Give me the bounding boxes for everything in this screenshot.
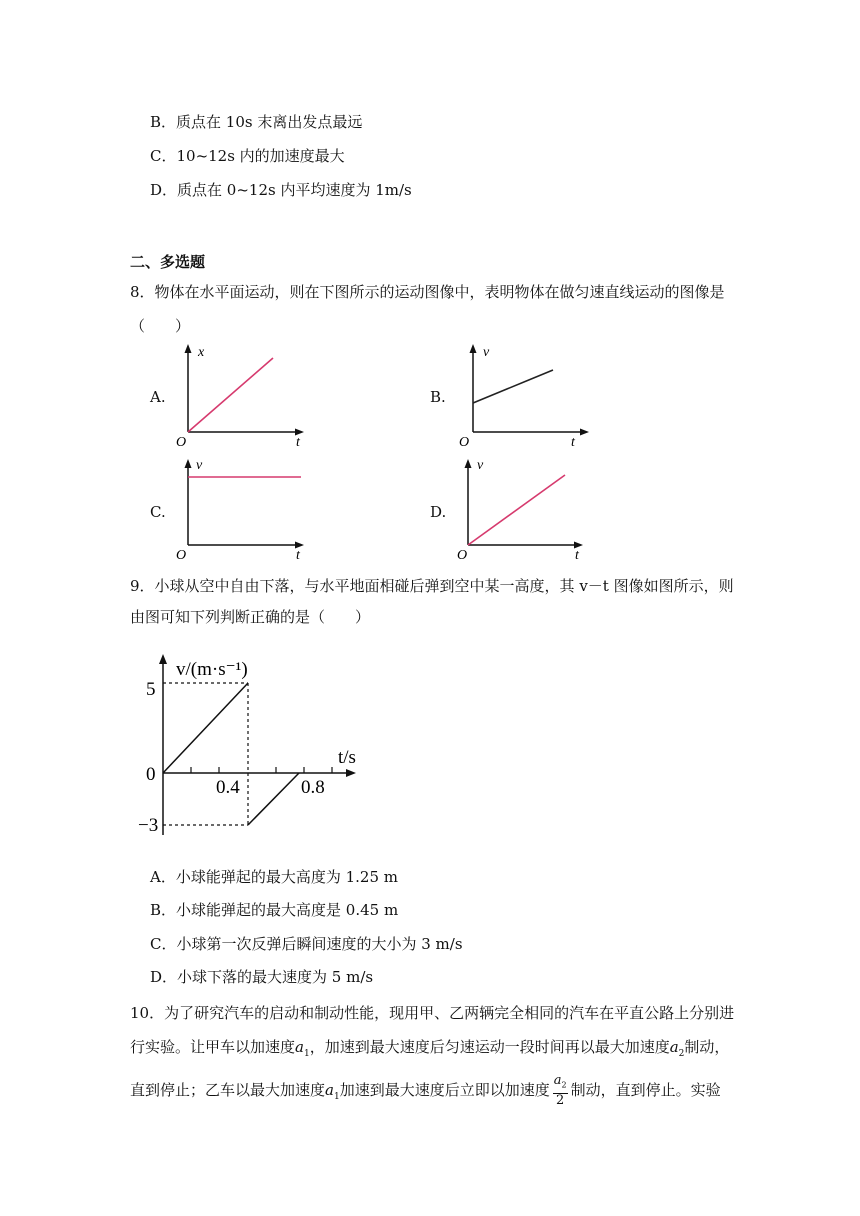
graph-b-label: B.	[430, 388, 446, 406]
graph-a-label: A.	[150, 388, 166, 406]
q10-symbol-a1: $a_1$	[295, 1038, 310, 1059]
q9-x-axis-label: t/s	[338, 747, 356, 768]
graph-b-x-axis-label: t	[571, 435, 575, 450]
graph-c-x-axis-label: t	[296, 548, 300, 563]
q9-option-c: C．小球第一次反弹后瞬间速度的大小为 3 m/s	[150, 935, 463, 953]
q9-tick-x-04: 0.4	[216, 777, 240, 798]
q7-option-c: C．10~12s 内的加速度最大	[150, 147, 345, 165]
q9-option-a: A．小球能弹起的最大高度为 1.25 m	[150, 868, 398, 886]
q9-tick-x-08: 0.8	[301, 777, 325, 798]
graph-d	[455, 455, 605, 565]
graph-d-x-axis-label: t	[575, 548, 579, 563]
graph-d-y-axis-label: v	[477, 458, 484, 473]
q10-line2	[130, 1037, 729, 1064]
graph-b-origin: O	[459, 435, 470, 450]
q10-line1: 10．为了研究汽车的启动和制动性能，现用甲、乙两辆完全相同的汽车在平直公路上分别进	[130, 1004, 735, 1022]
q10-line2-text-a: 行实验。让甲车以加速度	[130, 1038, 296, 1056]
q8-stem: 8．物体在水平面运动，则在下图所示的运动图像中，表明物体在做匀速直线运动的图像是	[130, 283, 725, 301]
q9-vt-graph	[130, 645, 370, 845]
q7-option-b: B．质点在 10s 末离出发点最远	[150, 113, 363, 131]
graph-d-label: D.	[430, 503, 447, 521]
graph-b-y-axis-label: v	[483, 345, 490, 360]
q10-symbol-a2: $a_2$	[669, 1038, 685, 1059]
q9-option-d: D．小球下落的最大速度为 5 m/s	[150, 968, 374, 986]
q9-stem-line2: 由图可知下列判断正确的是（ ）	[130, 608, 371, 626]
graph-c-label: C.	[150, 503, 166, 521]
graph-c-y-axis-label: v	[196, 458, 203, 473]
q9-tick-y-neg3: −3	[138, 815, 159, 836]
q9-option-b: B．小球能弹起的最大高度是 0.45 m	[150, 901, 399, 919]
graph-c-origin: O	[176, 548, 187, 563]
q10-line3-text-b: 加速到最大速度后立即以加速度	[339, 1080, 550, 1099]
q9-y-axis-label: v/(m·s⁻¹)	[176, 659, 248, 680]
graph-a	[170, 340, 320, 450]
q10-line2-text-c: 制动，	[684, 1038, 730, 1056]
section-heading: 二、多选题	[130, 253, 206, 271]
graph-a-x-axis-label: t	[296, 435, 300, 450]
q10-line3	[130, 1074, 721, 1108]
q7-option-d: D．质点在 0~12s 内平均速度为 1m/s	[150, 181, 412, 199]
graph-d-origin: O	[457, 548, 468, 563]
graph-b	[455, 340, 605, 450]
q10-symbol-a1-b: $a_1$	[325, 1080, 340, 1102]
q10-fraction: $\frac{a_2}{2}$	[553, 1073, 567, 1108]
q8-paren: （ ）	[130, 317, 191, 335]
q9-tick-y-0: 0	[146, 764, 156, 785]
q10-line3-text-a: 直到停止；乙车以最大加速度	[130, 1080, 326, 1099]
graph-c	[170, 455, 320, 565]
graph-a-origin: O	[176, 435, 187, 450]
q10-line3-text-c: 制动，直到停止。实验	[570, 1080, 721, 1099]
q10-line2-text-b: ，加速到最大速度后匀速运动一段时间再以最大加速度	[309, 1038, 670, 1056]
q9-stem-line1: 9．小球从空中自由下落，与水平地面相碰后弹到空中某一高度，其 v－t 图像如图所示，则	[130, 577, 734, 595]
q9-tick-y-5: 5	[146, 679, 156, 700]
graph-a-y-axis-label: x	[198, 345, 205, 360]
